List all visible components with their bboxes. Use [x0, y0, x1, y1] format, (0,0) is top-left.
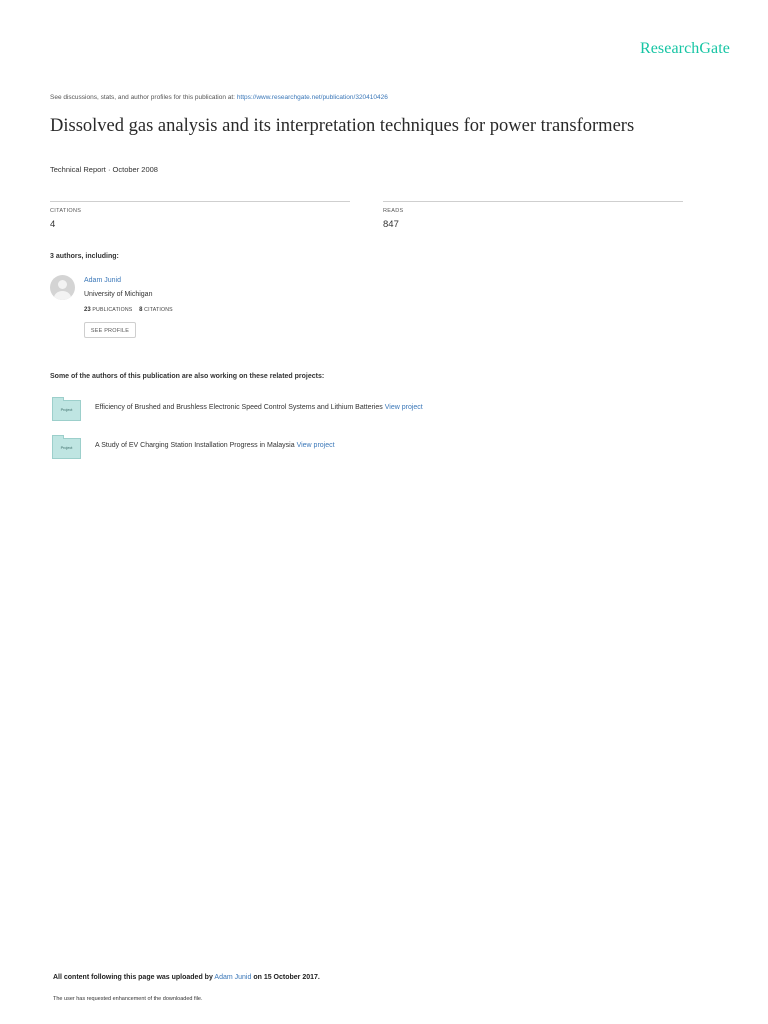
see-discussions-line [50, 94, 388, 101]
author-affiliation: University of Michigan [84, 291, 153, 298]
project-folder-icon[interactable] [52, 400, 81, 421]
project-title: A Study of EV Charging Station Installation Progress in Malaysia [95, 442, 295, 449]
author-citations-count: 8 [139, 307, 143, 313]
reads-value: 847 [383, 219, 399, 230]
project-item [50, 398, 750, 424]
reads-label: READS [383, 208, 404, 214]
avatar-shoulders-shape [54, 291, 71, 300]
default-user-avatar-icon[interactable] [50, 275, 75, 300]
project-text [95, 442, 335, 449]
author-publications-count: 23 [84, 307, 91, 313]
author-citations-label: CITATIONS [144, 307, 173, 313]
reads-divider [383, 201, 683, 202]
citations-divider [50, 201, 350, 202]
citations-label: CITATIONS [50, 208, 82, 214]
enhancement-note: The user has requested enhancement of the downloaded file. [53, 996, 203, 1002]
uploader-link[interactable]: Adam Junid [214, 974, 252, 981]
authors-heading: 3 authors, including: [50, 253, 119, 260]
project-text [95, 404, 423, 411]
author-name-link[interactable]: Adam Junid [84, 277, 121, 284]
see-discussions-text: See discussions, stats, and author profiles for this publication at: [50, 94, 235, 101]
project-item [50, 436, 750, 462]
publication-meta: Technical Report · October 2008 [50, 165, 158, 174]
related-projects-heading: Some of the authors of this publication are also working on these related projects: [50, 373, 325, 380]
publication-url-link[interactable]: https://www.researchgate.net/publication/320410426 [236, 94, 388, 101]
project-folder-icon[interactable] [52, 438, 81, 459]
uploaded-suffix: on 15 October 2017. [253, 974, 320, 981]
author-counts [84, 307, 173, 313]
view-project-link[interactable]: View project [296, 442, 335, 449]
see-profile-button[interactable]: SEE PROFILE [84, 322, 136, 338]
page-title: Dissolved gas analysis and its interpretation techniques for power transformers [50, 116, 635, 136]
view-project-link[interactable]: View project [384, 404, 423, 411]
citations-value: 4 [50, 219, 56, 230]
project-folder-label: Project [60, 408, 73, 412]
author-publications-label: PUBLICATIONS [92, 307, 133, 313]
avatar-head-shape [58, 280, 67, 289]
project-title: Efficiency of Brushed and Brushless Electronic Speed Control Systems and Lithium Batteries [95, 404, 383, 411]
researchgate-logo[interactable]: ResearchGate [639, 40, 730, 57]
project-folder-label: Project [60, 446, 73, 450]
uploaded-prefix: All content following this page was uploaded by [53, 974, 213, 981]
uploaded-by-line [53, 974, 320, 981]
